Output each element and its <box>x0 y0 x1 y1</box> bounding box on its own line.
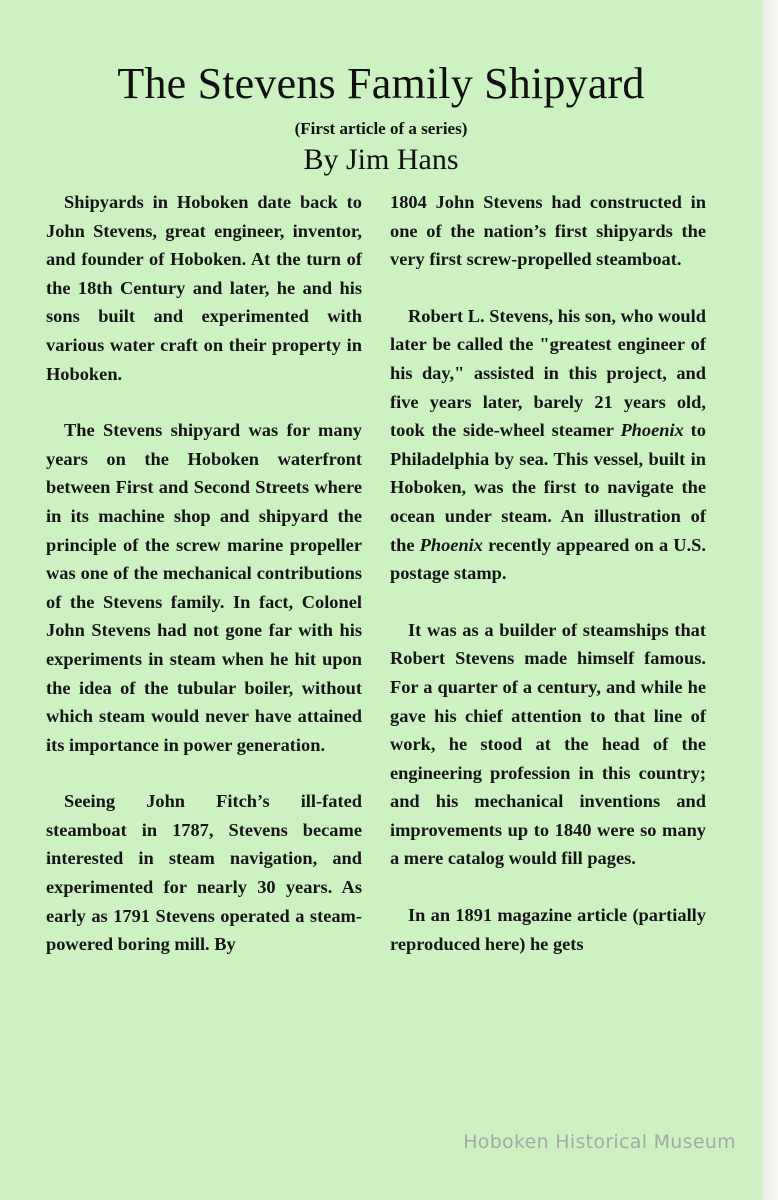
page-edge <box>762 0 778 1200</box>
left-paragraph-3: Seeing John Fitch’s ill-fated steamboat in 1787, Stevens became interested in steam navigation, and experimented for nearly 30 years. As early as 1791 Stevens operated a steam-powered boring mill. By <box>46 791 362 955</box>
article-byline: By Jim Hans <box>303 143 459 176</box>
right-paragraph-2-part-1: Robert L. Stevens, his son, who would later be called the "greatest engineer of his day," assisted in this project, and five years later, barely 21 years old, took the side-wheel steamer <box>390 305 706 441</box>
page-title: The Stevens Family Shipyard <box>117 59 645 108</box>
right-paragraph-2-part-3: recently appeared on a U.S. postage stamp. <box>390 534 706 584</box>
left-paragraph-2: The Stevens shipyard was for many years on the Hoboken waterfront between First and Second Streets where in its machine shop and shipyard the principle of the screw marine propeller was one of the mechanical contributions of the Stevens family. In fact, Colonel John Stevens had not gone far with his experiments in steam when he hit upon the idea of the tubular boiler, without which steam would never have attained its importance in power generation. <box>46 420 362 755</box>
right-paragraph-2 <box>390 302 706 588</box>
museum-watermark: Hoboken Historical Museum <box>463 1131 736 1153</box>
right-paragraph-2-part-2: to Philadelphia by sea. This vessel, built in Hoboken, was the first to navigate the ocean under steam. An illustration of the <box>390 420 706 555</box>
vessel-name-phoenix-2: Phoenix <box>419 534 483 555</box>
vessel-name-phoenix: Phoenix <box>620 420 684 441</box>
right-column <box>390 188 706 986</box>
left-column <box>46 188 362 987</box>
right-paragraph-4: In an 1891 magazine article (partially reproduced here) he gets <box>390 905 706 954</box>
article-subtitle: (First article of a series) <box>294 119 468 138</box>
left-paragraph-1: Shipyards in Hoboken date back to John Stevens, great engineer, inventor, and founder of Hoboken. At the turn of the 18th Century and later, he and his sons built and experimented with various water craft on their property in Hoboken. <box>46 192 362 384</box>
right-paragraph-3: It was as a builder of steamships that Robert Stevens made himself famous. For a quarter of a century, and while he gave his chief attention to that line of work, he stood at the head of the engineering profession in this country; and his mechanical inventions and improvements up to 1840 were so many a mere catalog would fill pages. <box>390 619 706 869</box>
right-paragraph-1: 1804 John Stevens had constructed in one of the nation’s first shipyards the very first screw-propelled steamboat. <box>390 192 706 270</box>
